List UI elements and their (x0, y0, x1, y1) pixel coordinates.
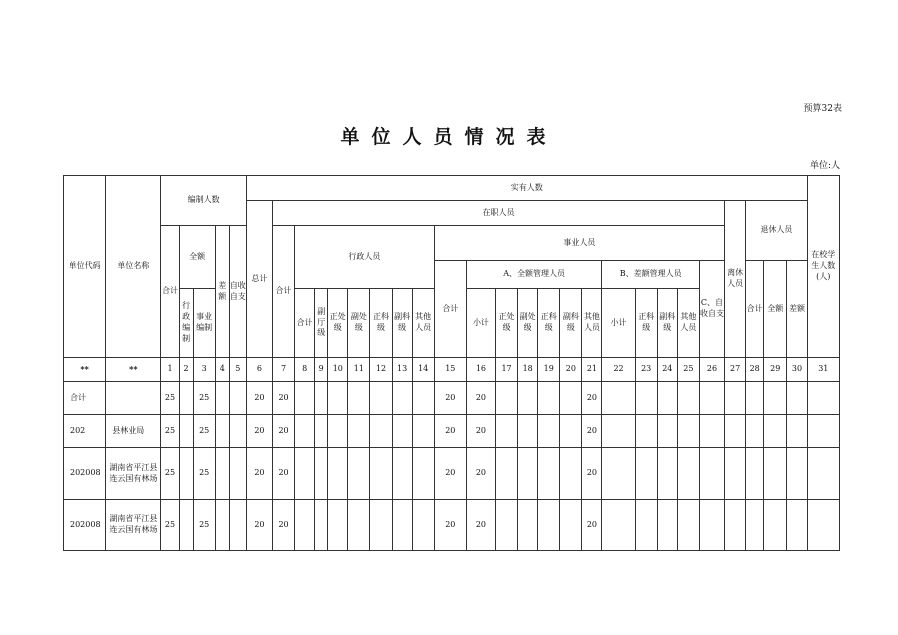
cell: 3 (193, 358, 215, 382)
cell (179, 415, 193, 448)
header-c15: 合计 (434, 261, 466, 358)
header-b-group: B、差额管理人员 (602, 261, 699, 289)
cell: 5 (229, 358, 246, 382)
cell: 20 (246, 448, 272, 500)
cell (392, 448, 412, 500)
cell (787, 382, 807, 415)
cell (392, 415, 412, 448)
cell: 21 (582, 358, 602, 382)
cell (657, 448, 677, 500)
cell: 7 (273, 358, 295, 382)
header-c25: 其他人员 (677, 289, 699, 358)
cell (807, 448, 839, 500)
cell: 25 (193, 448, 215, 500)
cell (215, 415, 229, 448)
cell: 30 (787, 358, 807, 382)
header-c3: 事业编制 (193, 289, 215, 358)
header-c23: 正科级 (635, 289, 657, 358)
cell (657, 382, 677, 415)
cell: 县林业局 (106, 415, 161, 448)
cell (787, 448, 807, 500)
cell (412, 448, 434, 500)
header-c20: 副科级 (560, 289, 582, 358)
cell (518, 448, 538, 500)
table-row (64, 448, 840, 500)
cell (602, 382, 635, 415)
header-bianzhi: 编制人数 (161, 176, 246, 226)
header-c14: 其他人员 (412, 289, 434, 358)
header-c21: 其他人员 (582, 289, 602, 358)
cell (746, 415, 764, 448)
cell: 25 (193, 382, 215, 415)
header-lixiu: 离休人员 (725, 201, 746, 358)
cell (496, 382, 518, 415)
cell (746, 382, 764, 415)
cell (764, 448, 787, 500)
cell: 20 (466, 382, 495, 415)
cell (315, 448, 328, 500)
cell (725, 382, 746, 415)
cell (787, 415, 807, 448)
cell: 9 (315, 358, 328, 382)
header-c24: 副科级 (657, 289, 677, 358)
cell (725, 500, 746, 551)
header-shiye-group: 事业人员 (434, 226, 724, 261)
cell (746, 448, 764, 500)
cell (229, 415, 246, 448)
cell: 20 (273, 500, 295, 551)
cell (518, 382, 538, 415)
cell: ** (64, 358, 106, 382)
header-shiyou: 实有人数 (246, 176, 807, 201)
cell (392, 382, 412, 415)
cell: 4 (215, 358, 229, 382)
cell: 6 (246, 358, 272, 382)
cell: 20 (273, 448, 295, 500)
cell (328, 500, 348, 551)
cell (179, 448, 193, 500)
cell (370, 448, 392, 500)
cell: 10 (328, 358, 348, 382)
cell (412, 382, 434, 415)
cell (538, 500, 560, 551)
cell (677, 415, 699, 448)
cell (602, 500, 635, 551)
header-c19: 正科级 (538, 289, 560, 358)
cell (179, 382, 193, 415)
cell (328, 382, 348, 415)
cell: 20 (434, 382, 466, 415)
cell: 20 (466, 448, 495, 500)
header-c28: 合计 (746, 261, 764, 358)
header-c11: 副处级 (348, 289, 370, 358)
cell (229, 500, 246, 551)
cell (560, 448, 582, 500)
header-c7: 合计 (273, 226, 295, 358)
cell (328, 415, 348, 448)
header-c30: 差额 (787, 261, 807, 358)
cell: 25 (677, 358, 699, 382)
cell: 11 (348, 358, 370, 382)
cell (635, 415, 657, 448)
cell (229, 382, 246, 415)
cell (764, 382, 787, 415)
header-c10: 正处级 (328, 289, 348, 358)
cell: 16 (466, 358, 495, 382)
cell (348, 382, 370, 415)
cell (538, 448, 560, 500)
header-zaixiao: 在校学生人数(人) (807, 176, 839, 358)
cell: 29 (764, 358, 787, 382)
cell: 14 (412, 358, 434, 382)
cell (657, 415, 677, 448)
cell (315, 415, 328, 448)
cell: 25 (193, 500, 215, 551)
cell (725, 448, 746, 500)
cell (560, 500, 582, 551)
header-quane: 全额 (179, 226, 215, 289)
cell: 20 (466, 415, 495, 448)
cell (229, 448, 246, 500)
cell (518, 500, 538, 551)
cell (699, 500, 724, 551)
cell (602, 415, 635, 448)
cell (370, 382, 392, 415)
header-c22: 小计 (602, 289, 635, 358)
cell (560, 415, 582, 448)
cell (412, 415, 434, 448)
cell: 20 (434, 448, 466, 500)
cell: 20 (582, 448, 602, 500)
cell: 合计 (64, 382, 106, 415)
cell (677, 448, 699, 500)
cell: 20 (273, 382, 295, 415)
header-c9: 副厅级 (315, 289, 328, 358)
cell (787, 500, 807, 551)
cell: 202008 (64, 448, 106, 500)
cell (179, 500, 193, 551)
table-row (64, 415, 840, 448)
cell: 20 (273, 415, 295, 448)
cell (699, 448, 724, 500)
table-row (64, 500, 840, 551)
cell: 20 (582, 382, 602, 415)
header-c12: 正科级 (370, 289, 392, 358)
cell (496, 415, 518, 448)
cell (215, 382, 229, 415)
cell (677, 500, 699, 551)
cell: 25 (161, 500, 179, 551)
cell (348, 500, 370, 551)
cell (315, 382, 328, 415)
cell: 湖南省平江县连云国有林场 (106, 500, 161, 551)
cell (315, 500, 328, 551)
cell: 28 (746, 358, 764, 382)
cell: 20 (246, 500, 272, 551)
table-row (64, 382, 840, 415)
cell: ** (106, 358, 161, 382)
cell (764, 500, 787, 551)
cell (699, 382, 724, 415)
cell: 25 (161, 415, 179, 448)
cell: 27 (725, 358, 746, 382)
unit-label: 单位:人 (809, 161, 840, 171)
cell: 20 (434, 500, 466, 551)
cell (370, 500, 392, 551)
cell: 1 (161, 358, 179, 382)
cell (392, 500, 412, 551)
index-row (64, 358, 840, 382)
cell: 17 (496, 358, 518, 382)
cell: 20 (246, 415, 272, 448)
cell (746, 500, 764, 551)
cell (657, 500, 677, 551)
cell (106, 382, 161, 415)
cell: 20 (560, 358, 582, 382)
header-c17: 正处级 (496, 289, 518, 358)
cell: 23 (635, 358, 657, 382)
header-c16: 小计 (466, 289, 495, 358)
cell: 24 (657, 358, 677, 382)
cell (635, 382, 657, 415)
cell (518, 415, 538, 448)
cell (496, 448, 518, 500)
cell (764, 415, 787, 448)
header-c29: 全额 (764, 261, 787, 358)
cell (295, 382, 315, 415)
cell (725, 415, 746, 448)
cell (538, 415, 560, 448)
cell: 19 (538, 358, 560, 382)
cell: 20 (434, 415, 466, 448)
cell: 2 (179, 358, 193, 382)
cell: 22 (602, 358, 635, 382)
cell: 20 (246, 382, 272, 415)
cell (538, 382, 560, 415)
cell (602, 448, 635, 500)
cell (295, 415, 315, 448)
cell (370, 415, 392, 448)
cell: 25 (193, 415, 215, 448)
cell: 25 (161, 448, 179, 500)
header-c26: C、自收自支 (699, 261, 724, 358)
cell (328, 448, 348, 500)
cell: 26 (699, 358, 724, 382)
cell (348, 415, 370, 448)
header-c1: 合计 (161, 226, 179, 358)
cell: 20 (466, 500, 495, 551)
cell: 20 (582, 415, 602, 448)
header-zaizhi: 在职人员 (273, 201, 725, 226)
page-title: 单位人员情况表 (340, 126, 558, 148)
staff-table (63, 175, 840, 551)
header-xingzheng-group: 行政人员 (295, 226, 435, 289)
form-number: 预算32表 (803, 104, 842, 114)
header-unit-name: 单位名称 (106, 176, 161, 358)
cell (560, 382, 582, 415)
cell (496, 500, 518, 551)
header-c13: 副科级 (392, 289, 412, 358)
cell (807, 382, 839, 415)
cell (295, 500, 315, 551)
cell: 湖南省平江县连云国有林场 (106, 448, 161, 500)
cell (348, 448, 370, 500)
header-c2: 行政编制 (179, 289, 193, 358)
header-c4: 差额 (215, 226, 229, 358)
cell: 202008 (64, 500, 106, 551)
header-a-group: A、全额管理人员 (466, 261, 602, 289)
cell: 15 (434, 358, 466, 382)
cell: 12 (370, 358, 392, 382)
cell (677, 382, 699, 415)
cell: 25 (161, 382, 179, 415)
cell (807, 415, 839, 448)
header-c18: 副处级 (518, 289, 538, 358)
cell (215, 448, 229, 500)
cell (699, 415, 724, 448)
cell: 18 (518, 358, 538, 382)
cell (215, 500, 229, 551)
cell (295, 448, 315, 500)
cell: 20 (582, 500, 602, 551)
cell (635, 500, 657, 551)
header-c5: 自收自支 (229, 226, 246, 358)
header-unit-code: 单位代码 (64, 176, 106, 358)
cell (635, 448, 657, 500)
cell: 31 (807, 358, 839, 382)
cell (807, 500, 839, 551)
header-c6: 总计 (246, 201, 272, 358)
header-c8: 合计 (295, 289, 315, 358)
header-tuixiu: 退休人员 (746, 201, 807, 261)
cell (412, 500, 434, 551)
cell: 8 (295, 358, 315, 382)
cell: 202 (64, 415, 106, 448)
cell: 13 (392, 358, 412, 382)
